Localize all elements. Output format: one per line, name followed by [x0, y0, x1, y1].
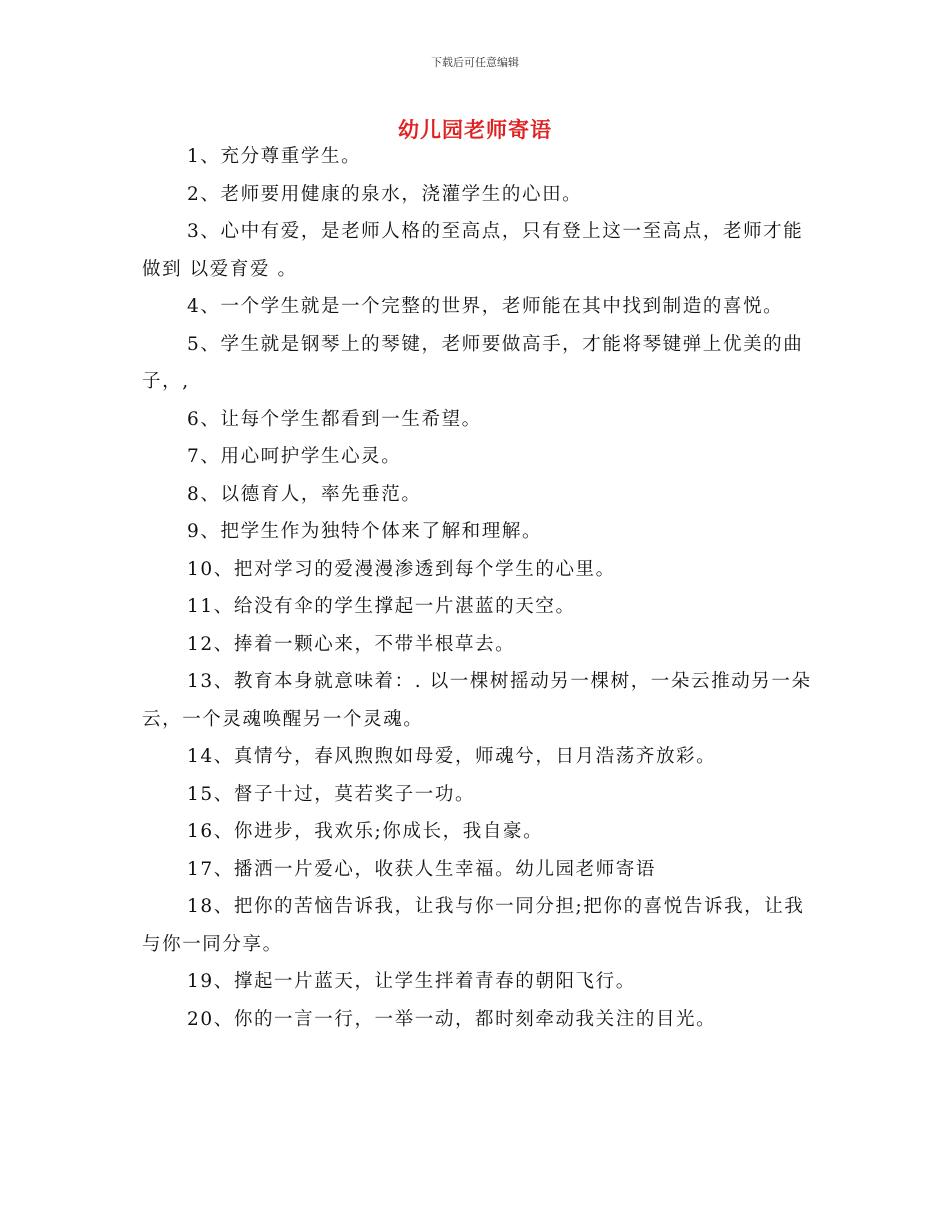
- paragraph-9: 9、把学生作为独特个体来了解和理解。: [187, 521, 543, 542]
- document-body: [142, 138, 817, 1038]
- paragraph-6: 6、让每个学生都看到一生希望。: [187, 408, 482, 430]
- paragraph-11: 11、给没有伞的学生撑起一片湛蓝的天空。: [187, 596, 576, 617]
- paragraph-5: 5、学生就是钢琴上的琴键，老师要做高手，才能将琴键弹上优美的曲子，,: [142, 333, 804, 392]
- paragraph-18: 18、把你的苦恼告诉我，让我与你一同分担;把你的喜悦告诉我，让我与你一同分享。: [142, 896, 805, 955]
- paragraph-1: 1、充分尊重学生。: [187, 146, 362, 167]
- paragraph-19: 19、撑起一片蓝天，让学生拌着青春的朝阳飞行。: [187, 971, 636, 992]
- document-title: 幼儿园老师寄语: [398, 118, 552, 142]
- paragraph-16: 16、你进步，我欢乐;你成长，我自豪。: [187, 821, 544, 842]
- paragraph-14: 14、真情兮，春风煦煦如母爱，师魂兮，日月浩荡齐放彩。: [187, 746, 717, 767]
- paragraph-17: 17、播洒一片爱心，收获人生幸福。幼儿园老师寄语: [187, 858, 656, 880]
- header-note: 下载后可任意编辑: [431, 56, 519, 69]
- paragraph-10: 10、把对学习的爱漫漫渗透到每个学生的心里。: [187, 558, 616, 580]
- paragraph-2: 2、老师要用健康的泉水，浇灌学生的心田。: [187, 183, 583, 205]
- paragraph-13: 13、教育本身就意味着：. 以一棵树摇动另一棵树，一朵云推动另一朵云，一个灵魂唤醒另一个灵魂。: [142, 671, 812, 730]
- paragraph-20: 20、你的一言一行，一举一动，都时刻牵动我关注的目光。: [187, 1008, 717, 1030]
- paragraph-4: 4、一个学生就是一个完整的世界，老师能在其中找到制造的喜悦。: [187, 296, 784, 317]
- paragraph-15: 15、督子十过，莫若奖子一功。: [187, 783, 476, 805]
- paragraph-3: 3、心中有爱，是老师人格的至高点，只有登上这一至高点，老师才能做到 以爱育爱 。: [142, 221, 804, 280]
- paragraph-12: 12、捧着一颗心来，不带半根草去。: [187, 633, 516, 655]
- paragraph-8: 8、以德育人，率先垂范。: [187, 483, 422, 505]
- paragraph-7: 7、用心呵护学生心灵。: [187, 446, 402, 467]
